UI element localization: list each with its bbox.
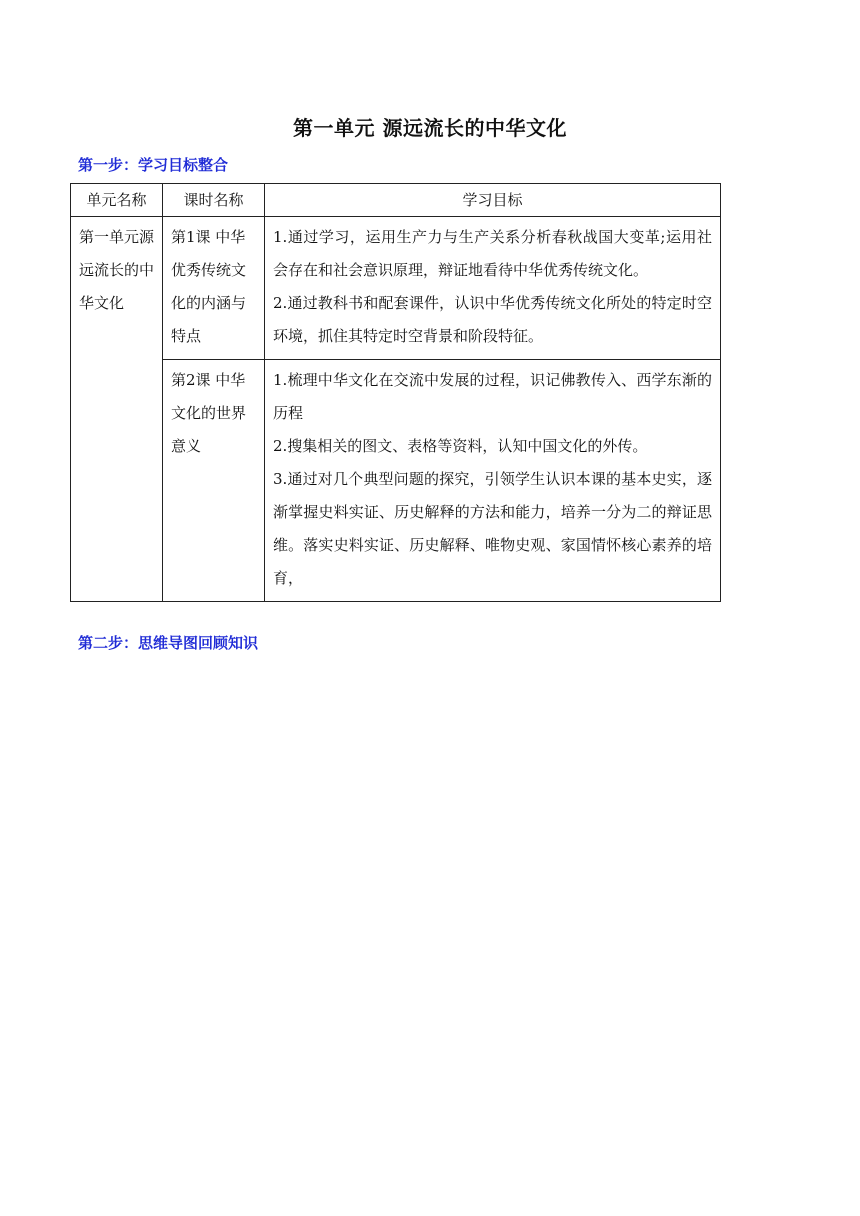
header-unit-name: 单元名称 xyxy=(71,184,163,217)
table-header-row xyxy=(71,184,721,217)
lesson-1-goal-1: 1.通过学习，运用生产力与生产关系分析春秋战国大变革;运用社会存在和社会意识原理，辩证地看待中华优秀传统文化。 xyxy=(273,228,712,279)
unit-name-cell xyxy=(71,217,163,602)
lesson-2-name: 第2课 中华文化的世界意义 xyxy=(171,371,247,455)
learning-objectives-table xyxy=(70,183,721,602)
table-row xyxy=(71,217,721,360)
lesson-2-goal-1: 1.梳理中华文化在交流中发展的过程，识记佛教传入、西学东渐的历程 xyxy=(273,371,712,422)
table-row xyxy=(71,360,721,602)
lesson-1-goal-2: 2.通过教科书和配套课件，认识中华优秀传统文化所处的特定时空环境，抓住其特定时空背景和阶段特征。 xyxy=(273,294,712,345)
lesson-goal-cell xyxy=(265,217,721,360)
lesson-goal-cell xyxy=(265,360,721,602)
lesson-2-goal-2: 2.搜集相关的图文、表格等资料，认知中国文化的外传。 xyxy=(273,437,648,455)
step-two-heading: 第二步：思维导图回顾知识 xyxy=(78,634,259,652)
lesson-1-name: 第1课 中华优秀传统文化的内涵与特点 xyxy=(171,228,247,345)
lesson-name-cell xyxy=(163,217,265,360)
unit-name-text: 第一单元源远流长的中华文化 xyxy=(79,228,155,312)
header-lesson-name: 课时名称 xyxy=(163,184,265,217)
lesson-name-cell xyxy=(163,360,265,602)
step-one-heading: 第一步：学习目标整合 xyxy=(78,156,229,174)
header-learning-goal: 学习目标 xyxy=(265,184,721,217)
page-title: 第一单元 源远流长的中华文化 xyxy=(293,116,567,140)
lesson-2-goal-3: 3.通过对几个典型问题的探究，引领学生认识本课的基本史实，逐渐掌握史料实证、历史解释的方法和能力，培养一分为二的辩证思维。落实史料实证、历史解释、唯物史观、家国情怀核心素养的培育， xyxy=(273,470,712,587)
